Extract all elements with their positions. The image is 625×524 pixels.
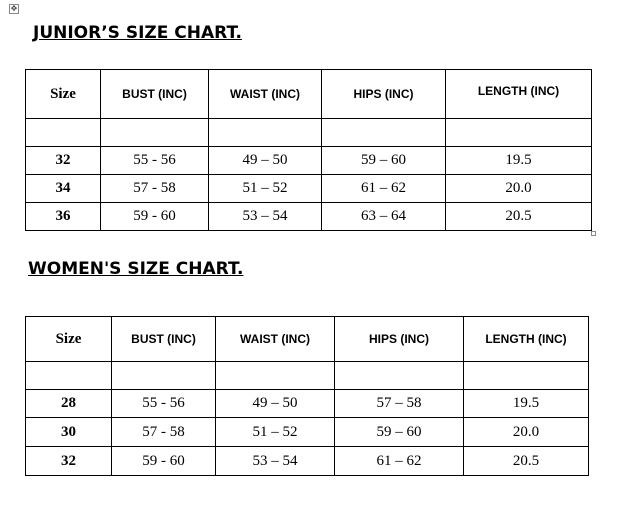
cell-hips: 63 – 64: [322, 203, 446, 231]
cell-waist: 49 – 50: [209, 147, 322, 175]
cell-length: 20.5: [464, 447, 589, 476]
table-spacer-row: [26, 119, 592, 147]
table-row: [26, 447, 589, 476]
table-row: [26, 147, 592, 175]
cell-hips: 59 – 60: [335, 418, 464, 447]
women-chart-title: WOMEN'S SIZE CHART.: [28, 259, 244, 279]
header-hips: HIPS (INC): [322, 70, 446, 119]
cell-bust: 55 - 56: [112, 390, 216, 418]
header-waist: WAIST (INC): [216, 317, 335, 362]
header-hips: HIPS (INC): [335, 317, 464, 362]
cell-waist: 49 – 50: [216, 390, 335, 418]
junior-size-table: [25, 69, 592, 231]
cell-size: 34: [26, 175, 101, 203]
header-size: Size: [26, 317, 112, 362]
cell-waist: 51 – 52: [209, 175, 322, 203]
header-length: LENGTH (INC): [446, 70, 592, 119]
cell-bust: 57 - 58: [101, 175, 209, 203]
table-row: [26, 175, 592, 203]
cell-size: 28: [26, 390, 112, 418]
table-header-row: [26, 70, 592, 119]
table-spacer-row: [26, 362, 589, 390]
cell-hips: 61 – 62: [322, 175, 446, 203]
table-row: [26, 390, 589, 418]
cell-hips: 61 – 62: [335, 447, 464, 476]
junior-chart-title: JUNIOR’S SIZE CHART.: [33, 23, 242, 43]
header-length: LENGTH (INC): [464, 317, 589, 362]
cell-hips: 57 – 58: [335, 390, 464, 418]
cell-bust: 59 - 60: [101, 203, 209, 231]
cell-size: 32: [26, 447, 112, 476]
cell-bust: 59 - 60: [112, 447, 216, 476]
table-resize-handle-icon[interactable]: [591, 231, 596, 236]
cell-size: 32: [26, 147, 101, 175]
cell-bust: 57 - 58: [112, 418, 216, 447]
cell-length: 20.0: [464, 418, 589, 447]
cell-waist: 53 – 54: [209, 203, 322, 231]
header-bust: BUST (INC): [101, 70, 209, 119]
cell-waist: 51 – 52: [216, 418, 335, 447]
table-header-row: [26, 317, 589, 362]
cell-hips: 59 – 60: [322, 147, 446, 175]
header-waist: WAIST (INC): [209, 70, 322, 119]
table-row: [26, 203, 592, 231]
table-row: [26, 418, 589, 447]
cell-size: 30: [26, 418, 112, 447]
cell-length: 20.5: [446, 203, 592, 231]
table-move-handle-icon[interactable]: ✥: [10, 4, 18, 13]
cell-size: 36: [26, 203, 101, 231]
header-bust: BUST (INC): [112, 317, 216, 362]
cell-bust: 55 - 56: [101, 147, 209, 175]
cell-length: 19.5: [446, 147, 592, 175]
women-size-table: [25, 316, 589, 476]
cell-waist: 53 – 54: [216, 447, 335, 476]
cell-length: 20.0: [446, 175, 592, 203]
cell-length: 19.5: [464, 390, 589, 418]
header-size: Size: [26, 70, 101, 119]
